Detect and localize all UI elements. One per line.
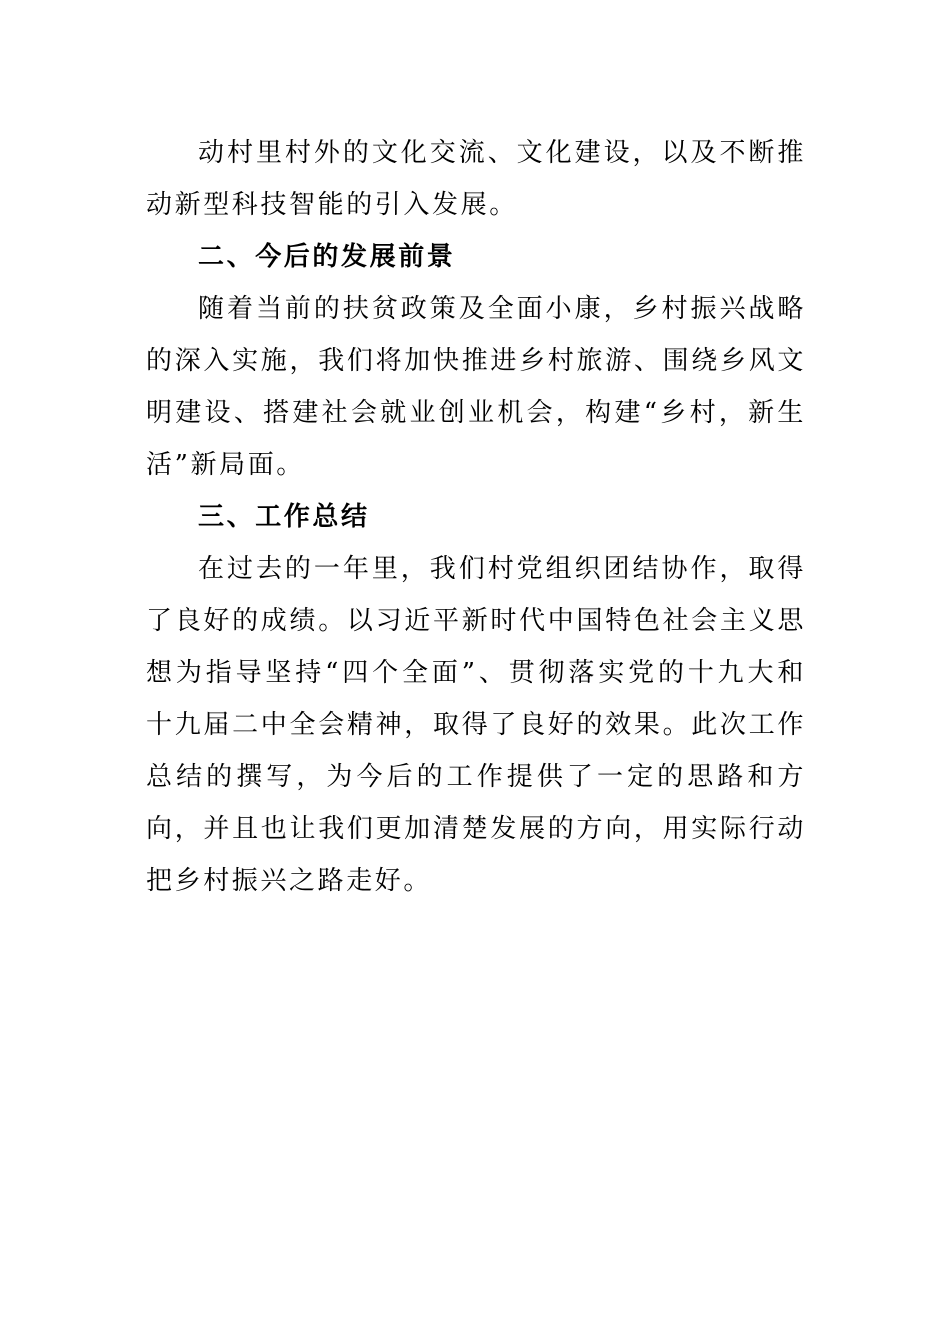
section-paragraph-prospects: 随着当前的扶贫政策及全面小康，乡村振兴战略的深入实施，我们将加快推进乡村旅游、围绕乡风文明建设、搭建社会就业创业机会，构建“乡村，新生活”新局面。: [146, 294, 806, 480]
intro-paragraph: 动村里村外的文化交流、文化建设，以及不断推动新型科技智能的引入发展。: [146, 138, 806, 220]
section-paragraph-summary: 在过去的一年里，我们村党组织团结协作，取得了良好的成绩。以习近平新时代中国特色社会主义思想为指导坚持“四个全面”、贯彻落实党的十九大和十九届二中全会精神，取得了良好的效果。此次工作总结的撰写，为今后的工作提供了一定的思路和方向，并且也让我们更加清楚发展的方向，用实际行动把乡村振兴之路走好。: [146, 554, 806, 896]
section-heading-summary: 三、工作总结: [198, 502, 370, 532]
document-body: [146, 127, 806, 907]
section-heading-prospects: 二、今后的发展前景: [198, 242, 456, 272]
